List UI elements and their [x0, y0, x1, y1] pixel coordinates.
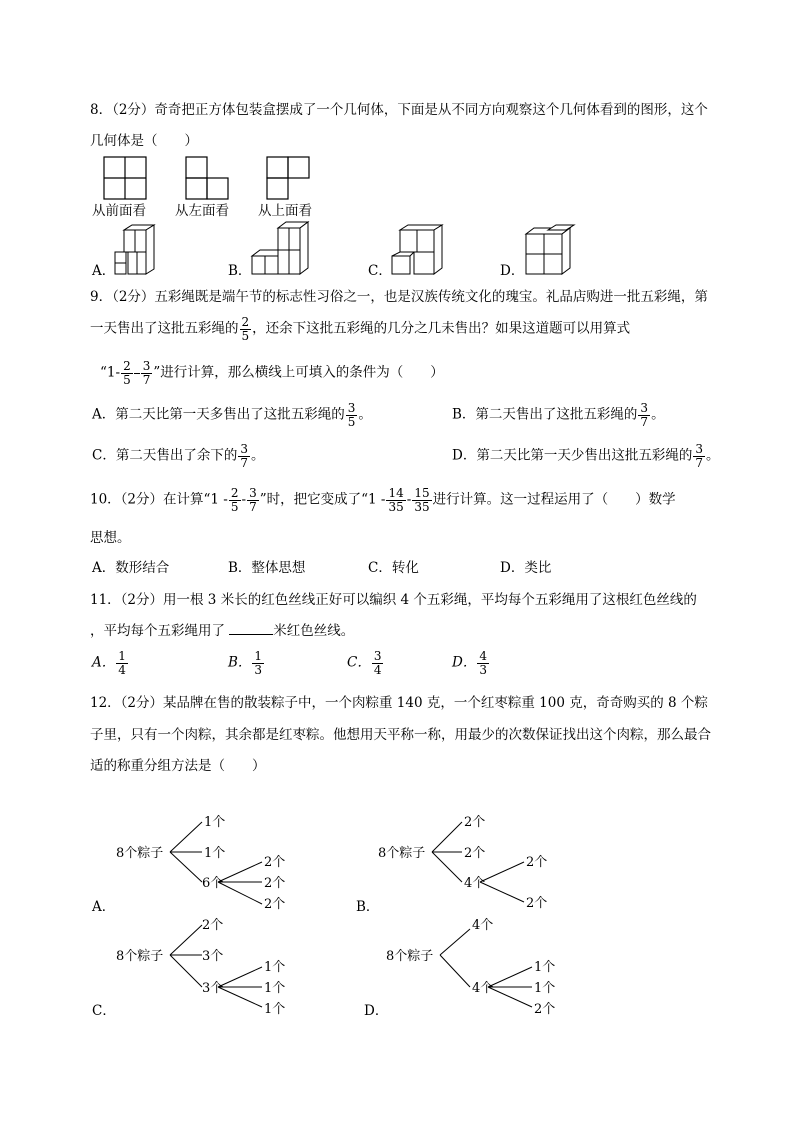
left-view-shape	[186, 157, 228, 199]
q8-views-figure	[100, 155, 340, 203]
q9-formula-line: “1- $\frac{2}{5}$ $\frac{3}{7}$ ”进行计算，那么横线上可填入的条件为（ ）	[100, 359, 444, 387]
fraction-2-5: $\frac{2}{5}$	[123, 359, 131, 387]
q10-option-c[interactable]: C．转化	[368, 560, 419, 576]
q12-line3: 适的称重分组方法是（ ）	[90, 758, 266, 774]
q9-option-c[interactable]: C．第二天售出了余下的 $\frac{3}{7}$ 。	[92, 442, 265, 470]
tree-branch: 2个	[202, 918, 224, 933]
tree-leaf: 1个	[534, 960, 556, 975]
q11-option-a[interactable]: A． $\frac{1}{4}$	[92, 649, 126, 677]
tree-branch: 4个	[472, 918, 494, 933]
q9-option-a[interactable]: A．第二天比第一天多售出了这批五彩绳的 $\frac{3}{5}$ 。	[92, 401, 372, 429]
q12-option-c[interactable]: C．	[92, 1003, 116, 1019]
q9-option-b[interactable]: B．第二天售出了这批五彩绳的 $\frac{3}{7}$ 。	[452, 401, 665, 429]
q12-tree-d	[360, 913, 580, 1023]
tree-branch: 4个	[472, 981, 494, 996]
tree-root: 8个粽子	[116, 846, 164, 861]
top-view-shape	[267, 157, 309, 199]
tree-leaf: 2个	[264, 876, 286, 891]
q8-option-d[interactable]: D．	[500, 263, 525, 279]
q11-option-c[interactable]: C． $\frac{3}{4}$	[347, 649, 382, 677]
front-view-shape	[104, 157, 146, 199]
tree-root: 8个粽子	[116, 949, 164, 964]
q11-option-d[interactable]: D． $\frac{4}{3}$	[452, 649, 487, 677]
tree-leaf: 2个	[526, 855, 548, 870]
tree-branch: 1个	[204, 815, 226, 830]
q10-option-b[interactable]: B．整体思想	[228, 560, 306, 576]
tree-leaf: 1个	[264, 960, 286, 975]
q8-option-a[interactable]: A．	[92, 263, 116, 279]
q12-option-d[interactable]: D．	[364, 1003, 389, 1019]
q12-tree-a	[90, 810, 310, 920]
q12-tree-c	[90, 913, 310, 1023]
q8-option-b[interactable]: B．	[228, 263, 252, 279]
q11-line1: 11．（2分）用一根 3 米长的红色丝线正好可以编织 4 个五彩绳，平均每个五彩绳用了这根红色丝线的	[90, 592, 697, 608]
tree-leaf: 2个	[264, 855, 286, 870]
view-label-front: 从前面看	[92, 203, 146, 219]
tree-root: 8个粽子	[378, 846, 426, 861]
tree-branch: 1个	[204, 846, 226, 861]
formula-blank	[134, 373, 140, 374]
q12-line2: 子里，只有一个肉粽，其余都是红枣粽。他想用天平称一称，用最少的次数保证找出这个肉粽，那么最合	[90, 727, 711, 743]
q12-option-b[interactable]: B．	[356, 899, 380, 915]
q11-line2: ，平均每个五彩绳用了 米红色丝线。	[90, 623, 355, 639]
tree-branch: 2个	[464, 815, 486, 830]
q12-option-a[interactable]: A．	[92, 899, 116, 915]
q8-option-b-figure	[250, 220, 310, 276]
q12-tree-b	[352, 810, 572, 920]
q12-line1: 12．（2分）某品牌在售的散装粽子中，一个肉粽重 140 克，一个红枣粽重 100 克，奇奇购买的 8 个粽	[90, 695, 708, 711]
tree-leaf: 1个	[264, 1002, 286, 1017]
q11-option-b[interactable]: B． $\frac{1}{3}$	[228, 649, 263, 677]
tree-leaf: 2个	[534, 1002, 556, 1017]
q8-option-c-figure	[390, 224, 445, 276]
tree-branch: 3个	[202, 981, 224, 996]
tree-leaf: 2个	[264, 897, 286, 912]
view-label-top: 从上面看	[258, 203, 312, 219]
q10-line2: 思想。	[90, 530, 131, 546]
q9-option-d[interactable]: D．第二天比第一天少售出这批五彩绳的 $\frac{3}{7}$ 。	[452, 442, 720, 470]
fraction-3-7: $\frac{3}{7}$	[142, 359, 151, 387]
q9-line1: 9．（2分）五彩绳既是端午节的标志性习俗之一，也是汉族传统文化的瑰宝。礼品店购进一批五彩绳，第	[90, 289, 708, 305]
q10-option-d[interactable]: D．类比	[500, 560, 552, 576]
answer-blank	[229, 622, 273, 635]
tree-branch: 3个	[202, 949, 224, 964]
tree-branch: 4个	[464, 876, 486, 891]
q9-line2: 一天售出了这批五彩绳的 $\frac{2}{5}$ ，还余下这批五彩绳的几分之几未售出？如果这道题可以用算式	[90, 315, 631, 343]
q8-option-d-figure	[522, 224, 578, 276]
tree-leaf: 1个	[534, 981, 556, 996]
q10-line1: 10．（2分）在计算“1 - $\frac{2}{5}$ - $\frac{3}{7}$ ”时，把它变成了“1 - $\frac{14}{35}$ - $\frac{15}{35}$ 进行计算。这一过程运用了（ ）数学	[90, 486, 676, 514]
q8-option-c[interactable]: C．	[368, 263, 392, 279]
fraction-2-5: $\frac{2}{5}$	[241, 315, 250, 343]
tree-leaf: 2个	[526, 896, 548, 911]
q8-stem-line1: 8．（2分）奇奇把正方体包装盒摆成了一个几何体，下面是从不同方向观察这个几何体看到的图形，这个	[90, 102, 708, 118]
tree-branch: 2个	[464, 846, 486, 861]
tree-leaf: 1个	[264, 981, 286, 996]
q8-stem-line2: 几何体是（ ）	[90, 133, 198, 149]
tree-branch: 6个	[202, 876, 224, 891]
view-label-left: 从左面看	[175, 203, 229, 219]
tree-root: 8个粽子	[386, 949, 434, 964]
q10-option-a[interactable]: A．数形结合	[92, 560, 170, 576]
q8-option-a-figure	[110, 224, 160, 276]
